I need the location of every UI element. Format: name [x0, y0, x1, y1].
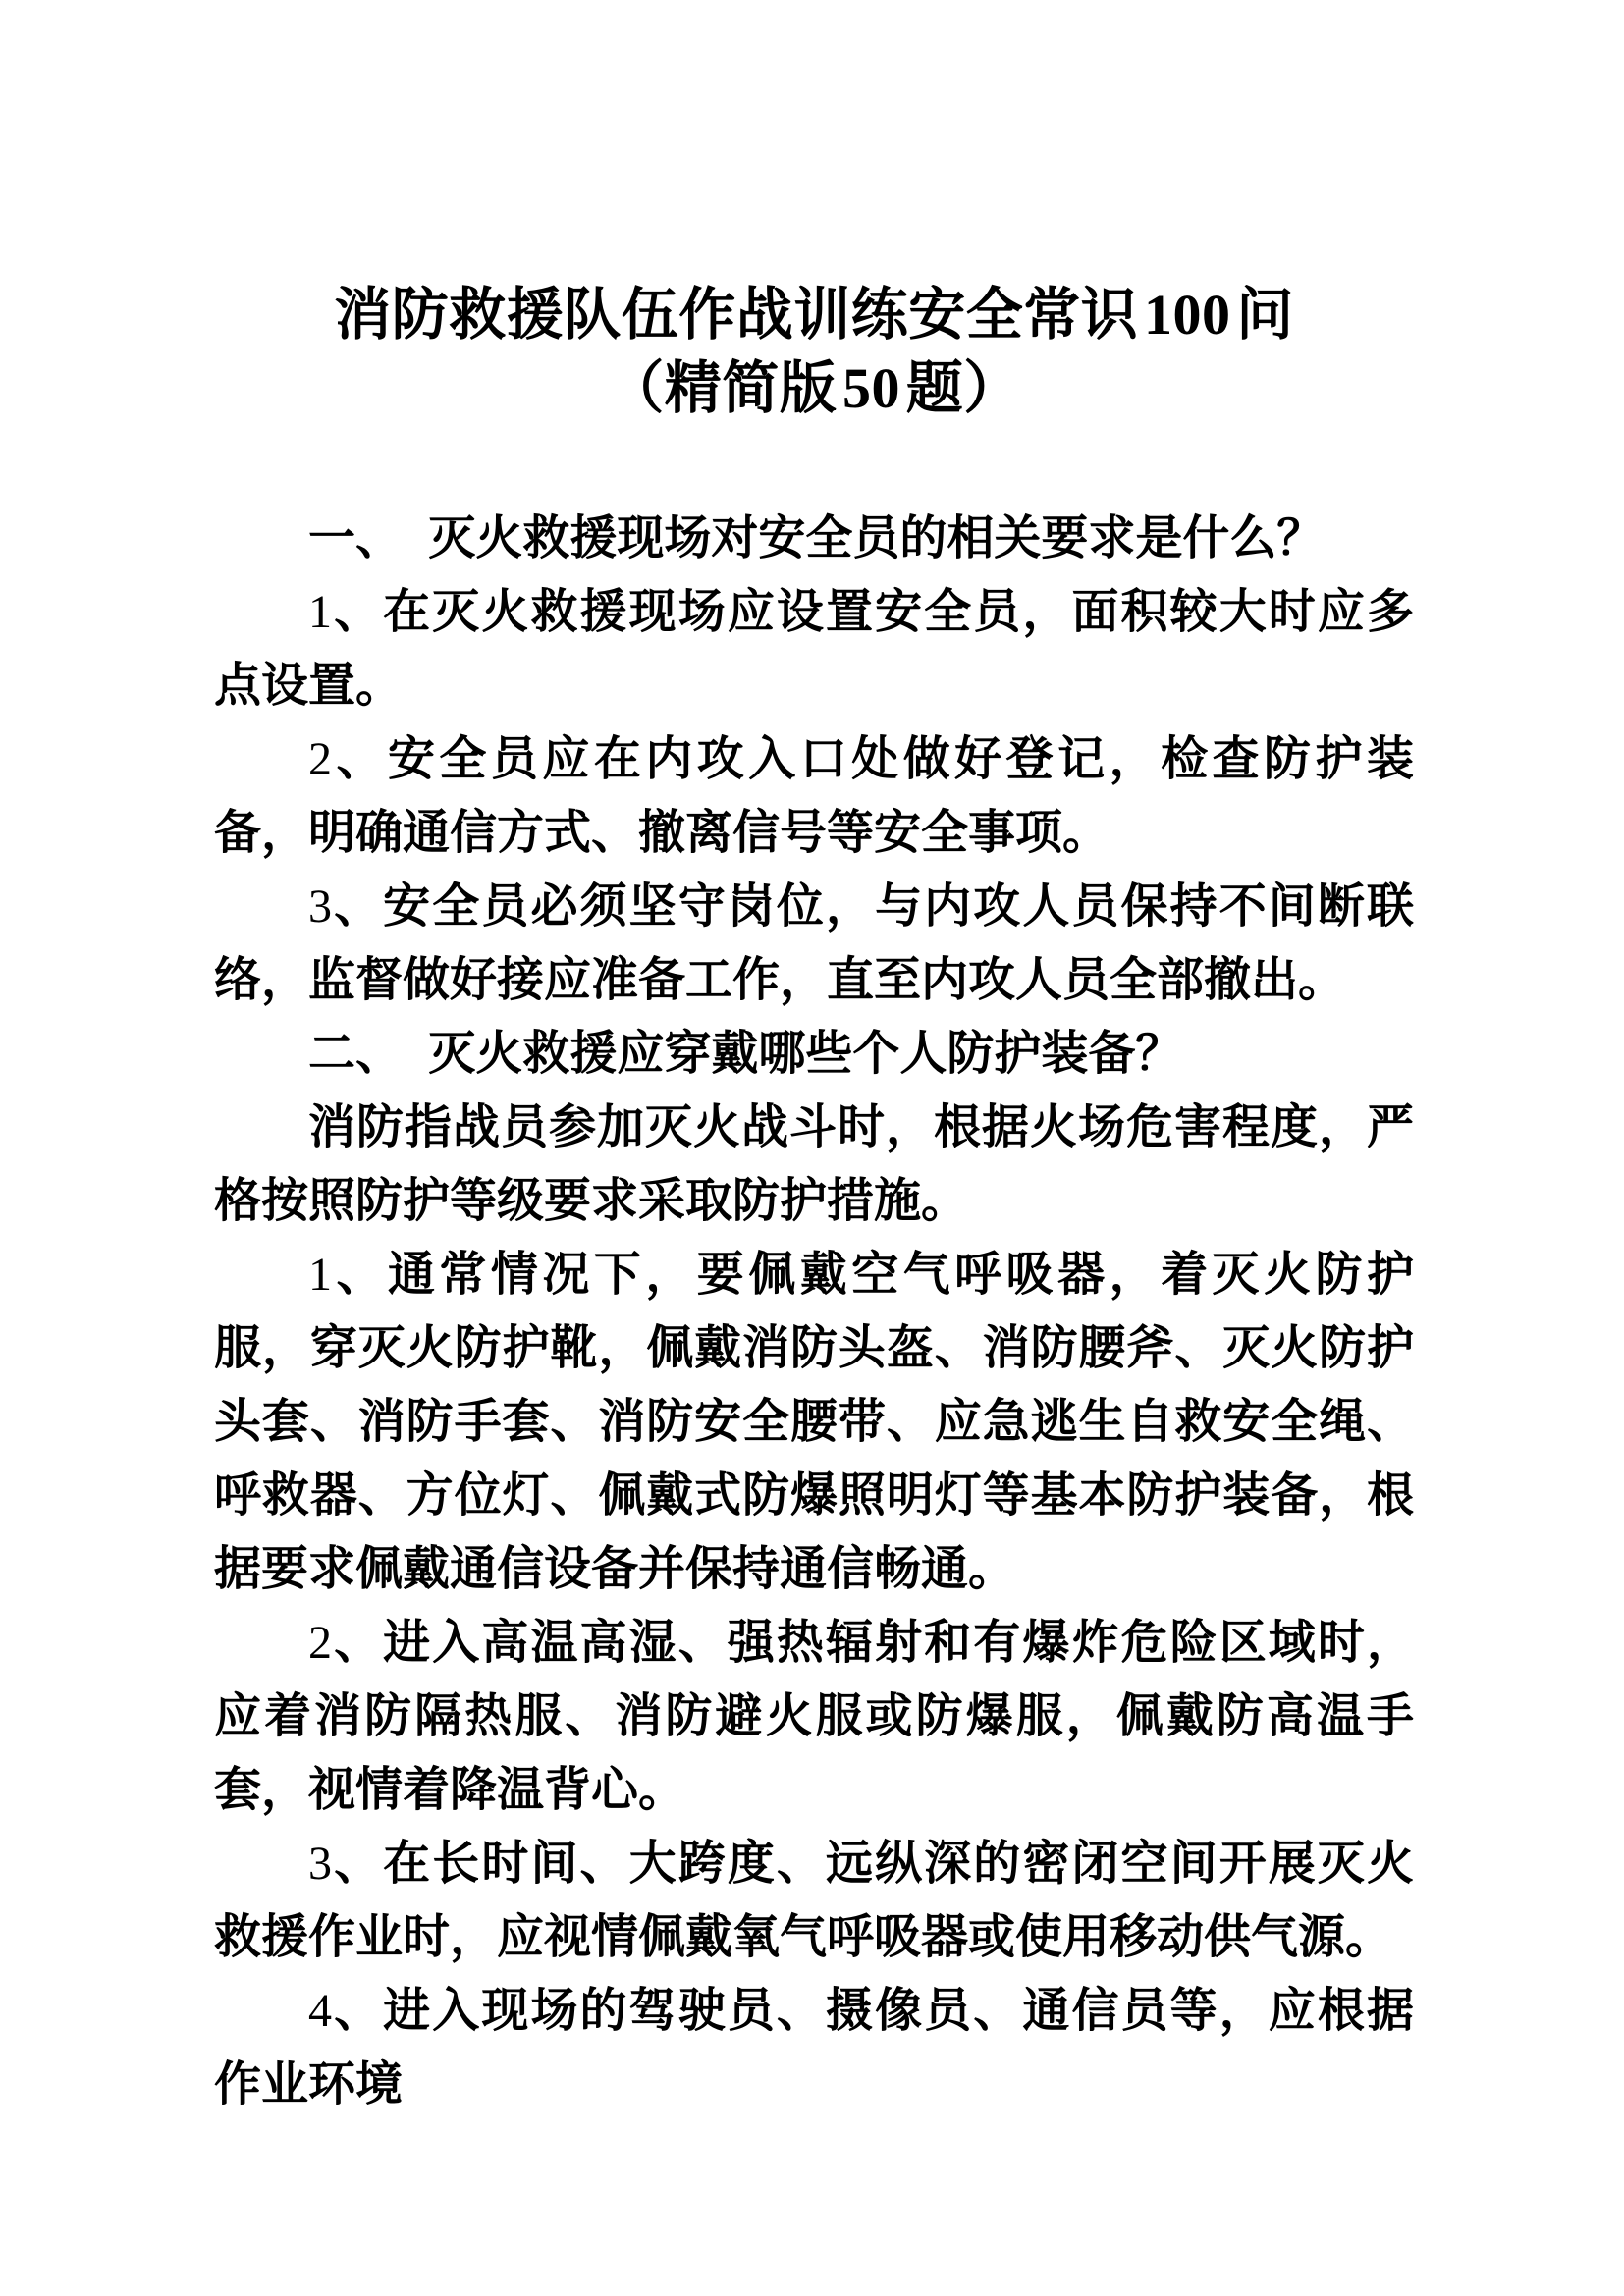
numbered-item — [214, 1827, 1414, 1974]
document-title — [214, 0, 1414, 425]
item-text: 、进入高温高湿、强热辐射和有爆炸危险区域时，应着消防隔热服、消防避火服或防爆服，佩戴防高温手套，视情着降温背心。 — [214, 1617, 1414, 1816]
item-enumerator: 3 — [308, 1838, 332, 1890]
title-line-2-number: 50 — [842, 356, 900, 420]
numbered-item — [214, 1974, 1414, 2121]
item-text: 、进入现场的驾驶员、摄像员、通信员等，应根据作业环境 — [214, 1985, 1414, 2110]
body-paragraph-text: 消防指战员参加灭火战斗时，根据火场危害程度，严格按照防护等级要求采取防护措施。 — [214, 1101, 1414, 1227]
item-enumerator: 1 — [308, 586, 332, 638]
item-text: 、在长时间、大跨度、远纵深的密闭空间开展灭火救援作业时，应视情佩戴氧气呼吸器或使用移动供气源。 — [214, 1838, 1414, 1963]
section-heading-text: 灭火救援应穿戴哪些个人防护装备？ — [428, 1028, 1183, 1080]
numbered-item — [214, 722, 1414, 870]
body-paragraph — [214, 1091, 1414, 1238]
title-line-1-suffix: 问 — [1236, 283, 1294, 347]
item-text: 、在灭火救援现场应设置安全员，面积较大时应多点设置。 — [214, 586, 1414, 712]
title-line-2-suffix: 题） — [905, 356, 1021, 420]
title-line-1-prefix: 消防救援队伍作战训练安全常识 — [334, 283, 1139, 347]
numbered-item — [214, 1238, 1414, 1606]
document-title-line-2 — [214, 351, 1414, 425]
item-enumerator: 2 — [308, 733, 332, 785]
numbered-item — [214, 575, 1414, 722]
section-heading — [214, 502, 1414, 575]
numbered-item — [214, 870, 1414, 1017]
section-heading — [214, 1017, 1414, 1091]
item-enumerator: 1 — [308, 1249, 332, 1301]
item-text: 、安全员必须坚守岗位，与内攻人员保持不间断联络，监督做好接应准备工作，直至内攻人员全部撤出。 — [214, 881, 1414, 1006]
item-enumerator: 3 — [308, 881, 332, 933]
item-enumerator: 4 — [308, 1985, 332, 2037]
numbered-item — [214, 1606, 1414, 1827]
document-title-line-1 — [214, 278, 1414, 351]
item-enumerator: 2 — [308, 1617, 332, 1669]
section-enumerator: 一、 — [308, 512, 404, 564]
item-text: 、安全员应在内攻入口处做好登记，检查防护装备，明确通信方式、撤离信号等安全事项。 — [214, 733, 1414, 859]
section-heading-text: 灭火救援现场对安全员的相关要求是什么？ — [428, 512, 1325, 564]
section-enumerator: 二、 — [308, 1028, 404, 1080]
item-text: 、通常情况下，要佩戴空气呼吸器，着灭火防护服，穿灭火防护靴，佩戴消防头盔、消防腰斧、灭火防护头套、消防手套、消防安全腰带、应急逃生自救安全绳、呼救器、方位灯、佩戴式防爆照明灯等基本防护装备，根据要求佩戴通信设备并保持通信畅通。 — [214, 1249, 1414, 1595]
title-line-2-prefix: （精简版 — [607, 356, 838, 420]
title-body-spacer — [214, 425, 1414, 502]
document-body — [214, 502, 1414, 2121]
document-content — [214, 0, 1414, 2121]
title-line-1-number: 100 — [1144, 283, 1231, 347]
